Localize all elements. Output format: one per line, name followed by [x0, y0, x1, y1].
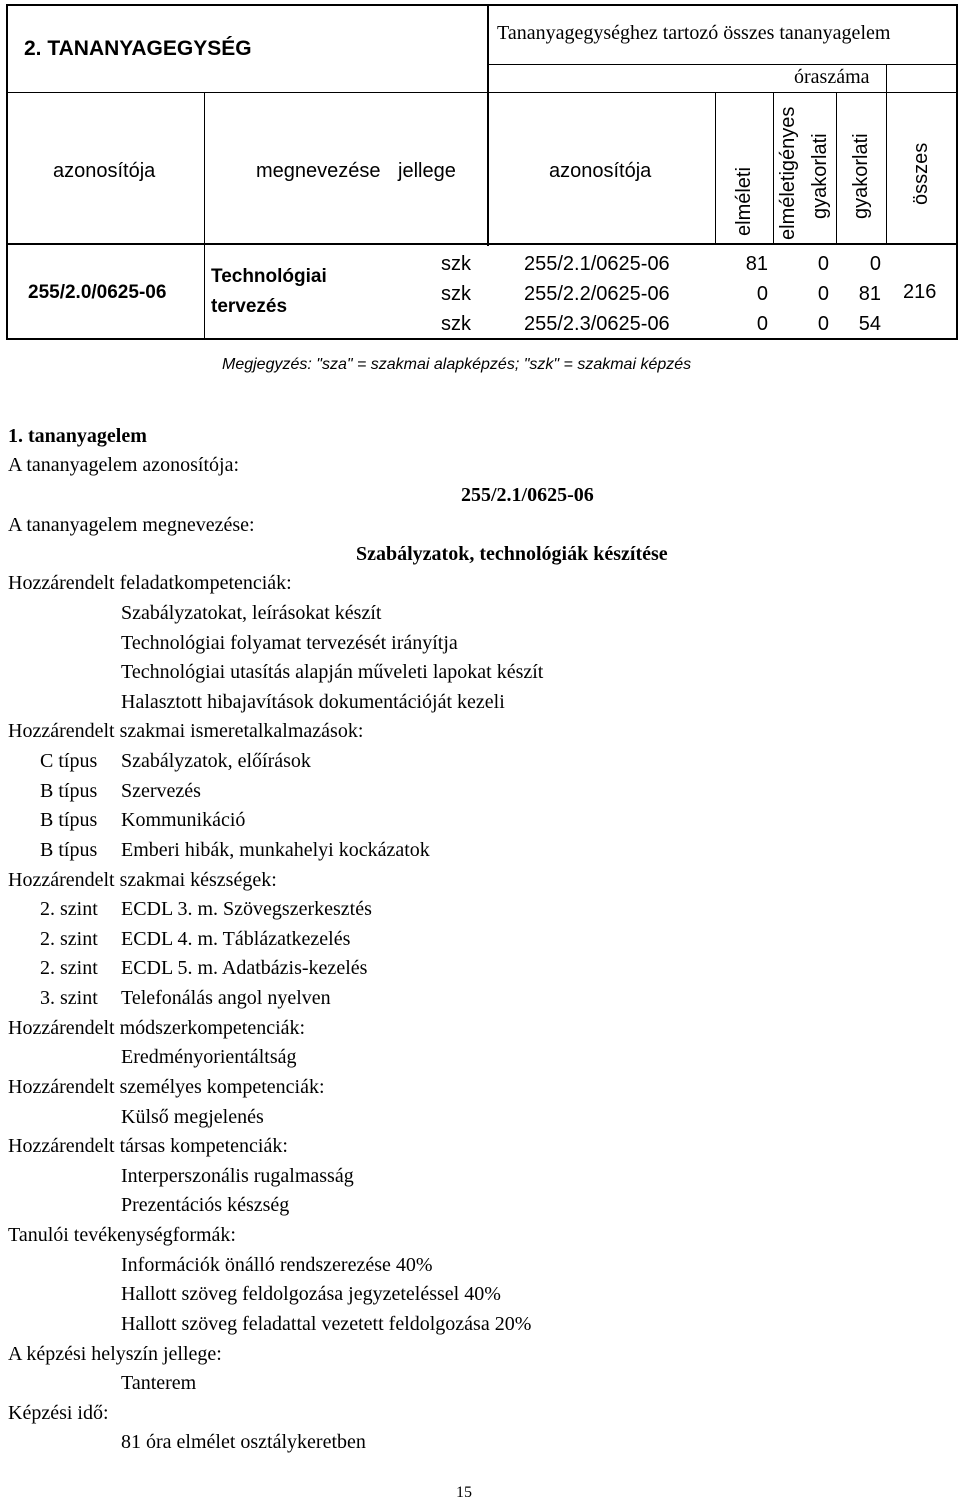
- activities-label: Tanulói tevékenységformák:: [8, 1224, 236, 1246]
- row-practice: 0: [869, 253, 881, 275]
- task-label: Hozzárendelt feladatkompetenciák:: [8, 572, 292, 594]
- page-number: 15: [456, 1484, 472, 1501]
- list-item: Technológiai folyamat tervezését irányítja: [121, 632, 458, 654]
- list-item: Hallott szöveg feladattal vezetett feldolgozása 20%: [121, 1313, 532, 1335]
- row-id: 255/2.3/0625-06: [524, 313, 670, 335]
- element-name-label: A tananyagelem megnevezése:: [8, 514, 255, 536]
- row-practice: 54: [858, 313, 881, 335]
- unit-title: 2. TANANYAGEGYSÉG: [24, 37, 252, 60]
- col-type-header: jellege: [398, 160, 456, 182]
- unit-total: 216: [903, 281, 937, 303]
- unit-name-line1: Technológiai: [211, 266, 327, 287]
- col-practice-header: gyakorlati: [850, 133, 872, 219]
- social-label: Hozzárendelt társas kompetenciák:: [8, 1135, 288, 1157]
- skill-level: 2. szint: [40, 928, 98, 950]
- list-item: ECDL 4. m. Táblázatkezelés: [121, 928, 351, 950]
- row-theory: 0: [756, 313, 768, 335]
- list-item: Tanterem: [121, 1372, 197, 1394]
- col-elem-id-header: azonosítója: [549, 160, 652, 182]
- hours-header: óraszáma: [794, 66, 870, 88]
- row-theory-practice: 0: [817, 253, 829, 275]
- skills-label: Hozzárendelt szakmai készségek:: [8, 869, 277, 891]
- skill-level: 3. szint: [40, 987, 98, 1009]
- list-item: 81 óra elmélet osztálykeretben: [121, 1431, 366, 1453]
- place-label: A képzési helyszín jellege:: [8, 1343, 222, 1365]
- element-id-label: A tananyagelem azonosítója:: [8, 454, 240, 476]
- row-type: szk: [441, 313, 471, 335]
- table-note: Megjegyzés: "sza" = szakmai alapképzés; "szk" = szakmai képzés: [222, 356, 692, 373]
- list-item: Szabályzatokat, leírásokat készít: [121, 602, 382, 624]
- list-item: Eredményorientáltság: [121, 1046, 297, 1068]
- row-theory: 81: [745, 253, 768, 275]
- knowledge-level: B típus: [40, 839, 98, 861]
- col-theory-practice-header-2: gyakorlati: [809, 133, 831, 219]
- list-item: Emberi hibák, munkahelyi kockázatok: [121, 839, 430, 861]
- list-item: Szabályzatok, előírások: [121, 750, 311, 772]
- list-item: Külső megjelenés: [121, 1106, 264, 1128]
- skill-level: 2. szint: [40, 898, 98, 920]
- unit-name-line2: tervezés: [211, 296, 288, 317]
- list-item: Információk önálló rendszerezése 40%: [121, 1254, 433, 1276]
- row-theory-practice: 0: [817, 283, 829, 305]
- row-id: 255/2.2/0625-06: [524, 283, 670, 305]
- col-id-header: azonosítója: [53, 160, 156, 182]
- personal-label: Hozzárendelt személyes kompetenciák:: [8, 1076, 325, 1098]
- row-id: 255/2.1/0625-06: [524, 253, 670, 275]
- time-label: Képzési idő:: [8, 1402, 109, 1424]
- list-item: Szervezés: [121, 780, 201, 802]
- unit-id: 255/2.0/0625-06: [28, 282, 167, 303]
- list-item: Kommunikáció: [121, 809, 246, 831]
- knowledge-label: Hozzárendelt szakmai ismeretalkalmazások:: [8, 720, 364, 742]
- row-type: szk: [441, 253, 471, 275]
- col-theory-header: elméleti: [733, 167, 755, 236]
- knowledge-level: C típus: [40, 750, 98, 772]
- list-item: Hallott szöveg feldolgozása jegyzeteléssel 40%: [121, 1283, 501, 1305]
- list-item: Technológiai utasítás alapján műveleti lapokat készít: [121, 661, 544, 683]
- knowledge-level: B típus: [40, 809, 98, 831]
- list-item: Halasztott hibajavítások dokumentációját kezeli: [121, 691, 505, 713]
- element-id-value: 255/2.1/0625-06: [461, 484, 594, 506]
- row-practice: 81: [858, 283, 881, 305]
- skill-level: 2. szint: [40, 957, 98, 979]
- list-item: Telefonálás angol nyelven: [121, 987, 331, 1009]
- row-theory: 0: [756, 283, 768, 305]
- list-item: ECDL 5. m. Adatbázis-kezelés: [121, 957, 368, 979]
- element-name-value: Szabályzatok, technológiák készítése: [356, 543, 668, 565]
- list-item: Prezentációs készség: [121, 1194, 290, 1216]
- col-theory-practice-header-1: elméletigényes: [777, 106, 799, 240]
- list-item: Interperszonális rugalmasság: [121, 1165, 354, 1187]
- group-header: Tananyagegységhez tartozó összes tananyagelem: [497, 22, 891, 44]
- col-name-header: megnevezése: [256, 160, 381, 182]
- list-item: ECDL 3. m. Szövegszerkesztés: [121, 898, 372, 920]
- knowledge-level: B típus: [40, 780, 98, 802]
- element-heading: 1. tananyagelem: [8, 425, 147, 447]
- row-type: szk: [441, 283, 471, 305]
- col-total-header: összes: [910, 142, 932, 205]
- method-label: Hozzárendelt módszerkompetenciák:: [8, 1017, 306, 1039]
- row-theory-practice: 0: [817, 313, 829, 335]
